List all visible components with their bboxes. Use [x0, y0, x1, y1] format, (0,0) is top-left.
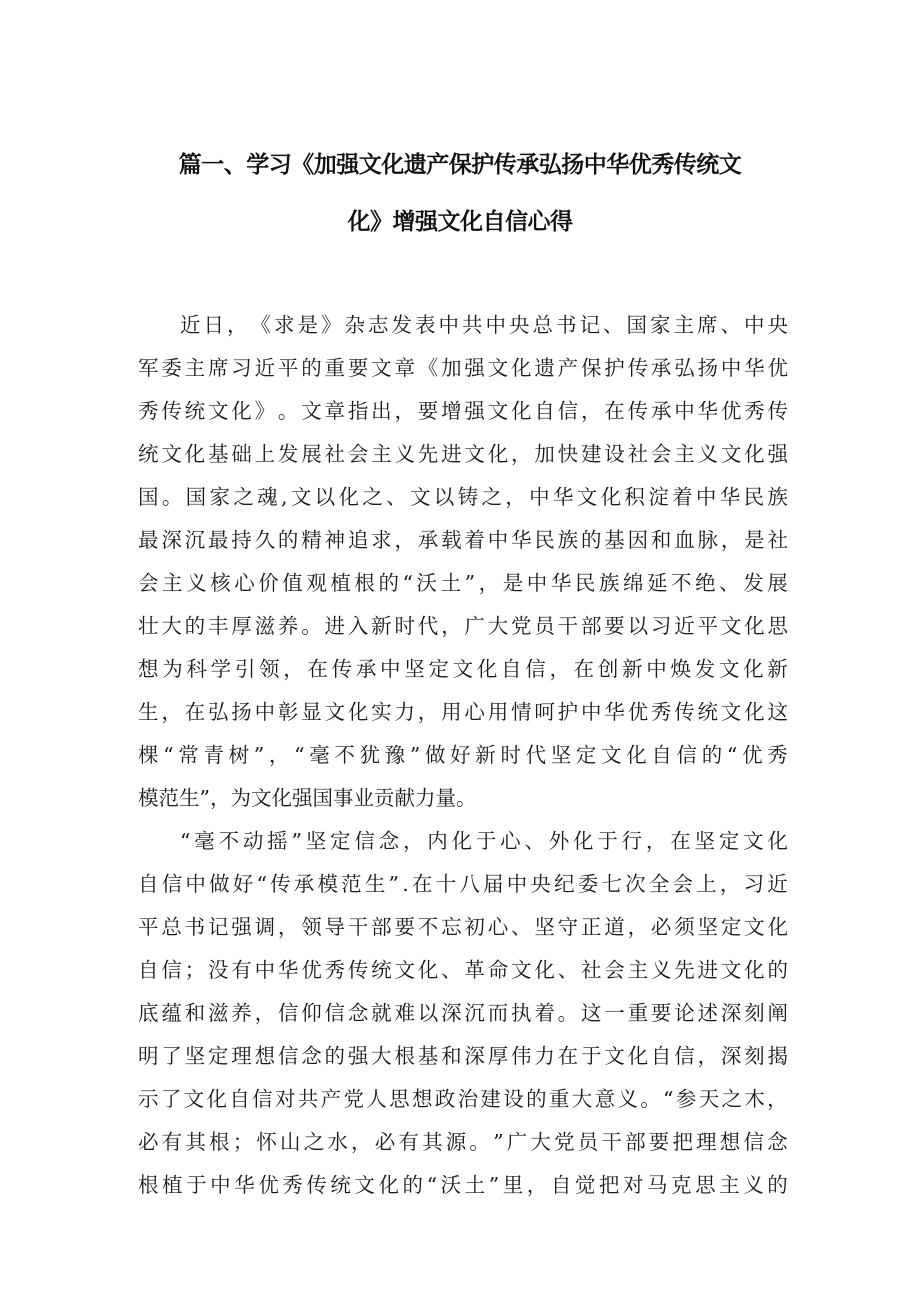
paragraph-line: 棵 “ 常 青 树 ” ， “ 毫 不 犹 豫 ” 做 好 新 时 代 坚 定 文 化 自 信 的 “ 优 秀	[138, 743, 788, 767]
paragraph-line: 模 范 生 ” ， 为 文 化 强 国 事 业 贡 献 力 量 。	[138, 786, 477, 810]
paragraph-line: 自 信 ； 没 有 中 华 优 秀 传 统 文 化 、 革 命 文 化 、 社 会 主 义 先 进 文 化 的	[138, 958, 788, 982]
paragraph-line: 自 信 中 做 好 “ 传 承 模 范 生 ” . 在 十 八 届 中 央 纪 委 七 次 全 会 上 ， 习 近	[138, 872, 788, 896]
paragraph-line: 明 了 坚 定 理 想 信 念 的 强 大 根 基 和 深 厚 伟 力 在 于 文 化 自 信 ， 深 刻 揭	[138, 1044, 788, 1068]
paragraph-line: 统 文 化 基 础 上 发 展 社 会 主 义 先 进 文 化 ， 加 快 建 设 社 会 主 义 文 化 强	[138, 442, 788, 466]
paragraph-line: 最 深 沉 最 持 久 的 精 神 追 求 ， 承 载 着 中 华 民 族 的 基 因 和 血 脉 ， 是 社	[138, 528, 788, 552]
paragraph-line: 军 委 主 席 习 近 平 的 重 要 文 章 《 加 强 文 化 遗 产 保 护 传 承 弘 扬 中 华 优	[138, 356, 788, 380]
paragraph-line: 壮 大 的 丰 厚 滋 养 。 进 入 新 时 代 ， 广 大 党 员 干 部 要 以 习 近 平 文 化 思	[138, 614, 788, 638]
paragraph-line: 平 总 书 记 强 调 ， 领 导 干 部 要 不 忘 初 心 、 坚 守 正 道 ， 必 须 坚 定 文 化	[138, 915, 788, 939]
document-title-line-1: 篇一、学习《加强文化遗产保护传承弘扬中华优秀传统文	[178, 152, 742, 178]
paragraph-line: 示 了 文 化 自 信 对 共 产 党 人 思 想 政 治 建 设 的 重 大 意 义 。 “ 参 天 之 木 ，	[138, 1087, 788, 1111]
paragraph-line: 必 有 其 根 ； 怀 山 之 水 ， 必 有 其 源 。 ” 广 大 党 员 干 部 要 把 理 想 信 念	[138, 1130, 788, 1154]
paragraph-line: 生 ， 在 弘 扬 中 彰 显 文 化 实 力 ， 用 心 用 情 呵 护 中 华 优 秀 传 统 文 化 这	[138, 700, 788, 724]
paragraph-line: 想 为 科 学 引 领 ， 在 传 承 中 坚 定 文 化 自 信 ， 在 创 新 中 焕 发 文 化 新	[138, 657, 788, 681]
document-title-line-2: 化》增强文化自信心得	[347, 209, 573, 235]
paragraph-line: 近 日 ， 《 求 是 》 杂 志 发 表 中 共 中 央 总 书 记 、 国 家 主 席 、 中 央	[180, 313, 788, 337]
paragraph-line: 国 。 国 家 之 魂 , 文 以 化 之 、 文 以 铸 之 ， 中 华 文 化 积 淀 着 中 华 民 族	[138, 485, 788, 509]
paragraph-line: “ 毫 不 动 摇 ” 坚 定 信 念 ， 内 化 于 心 、 外 化 于 行 ， 在 坚 定 文 化	[180, 829, 788, 853]
paragraph-line: 秀 传 统 文 化 》 。 文 章 指 出 ， 要 增 强 文 化 自 信 ， 在 传 承 中 华 优 秀 传	[138, 399, 788, 423]
paragraph-line: 底 蕴 和 滋 养 ， 信 仰 信 念 就 难 以 深 沉 而 执 着 。 这 一 重 要 论 述 深 刻 阐	[138, 1001, 788, 1025]
paragraph-line: 会 主 义 核 心 价 值 观 植 根 的 “ 沃 土 ” ， 是 中 华 民 族 绵 延 不 绝 、 发 展	[138, 571, 788, 595]
paragraph-line: 根 植 于 中 华 优 秀 传 统 文 化 的 “ 沃 土 ” 里 ， 自 觉 把 对 马 克 思 主 义 的	[138, 1173, 788, 1197]
